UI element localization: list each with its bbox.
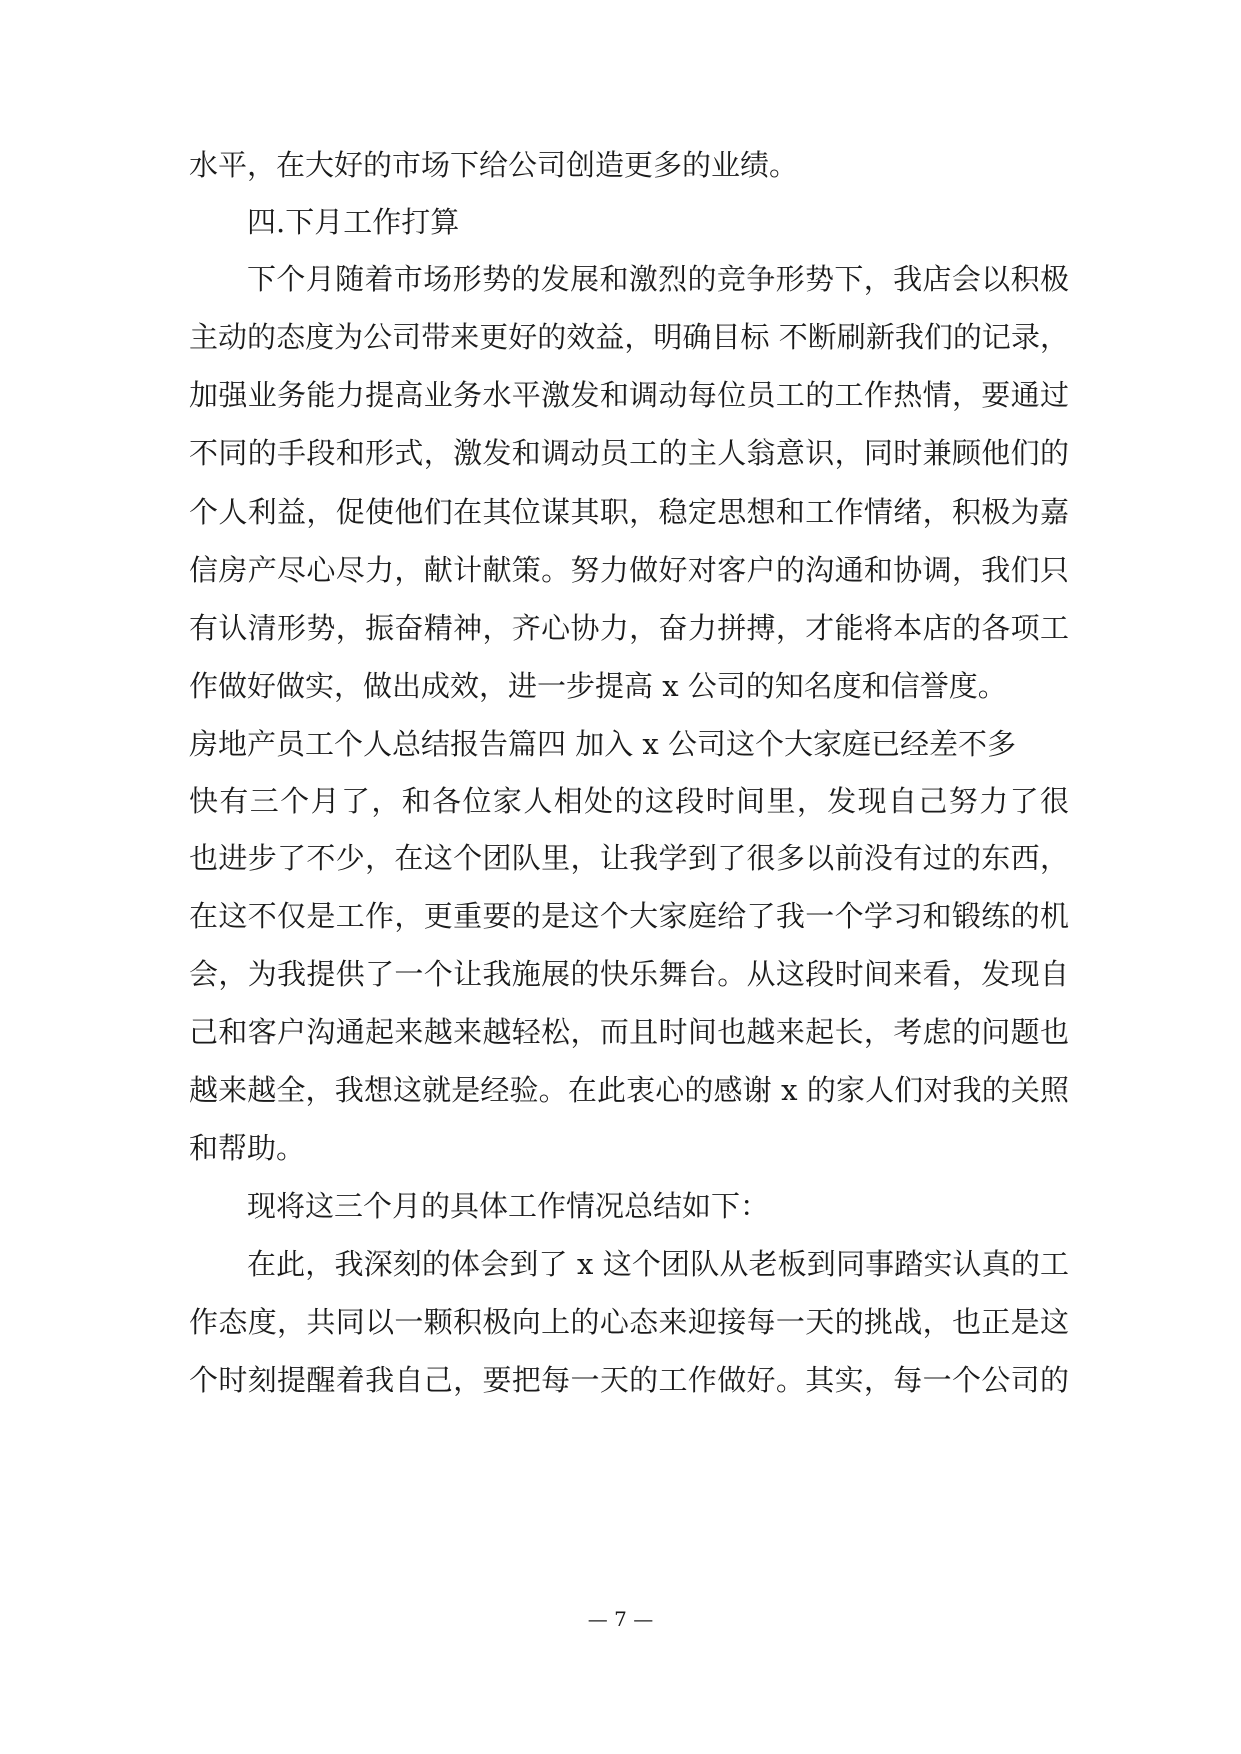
body-text-line: 在这不仅是工作，更重要的是这个大家庭给了我一个学习和锻练的机: [189, 899, 1069, 933]
body-text-line: 快有三个月了，和各位家人相处的这段时间里，发现自己努力了很: [189, 784, 1069, 818]
body-text-line: 作做好做实，做出成效，进一步提高 x 公司的知名度和信誉度。: [189, 669, 1007, 703]
body-text-line: 现将这三个月的具体工作情况总结如下：: [247, 1189, 770, 1223]
body-text-line: 加强业务能力提高业务水平激发和调动每位员工的工作热情，要通过: [189, 378, 1069, 412]
body-text-line: 越来越全，我想这就是经验。在此衷心的感谢 x 的家人们对我的关照: [189, 1073, 1069, 1107]
body-text-line: 作态度，共同以一颗积极向上的心态来迎接每一天的挑战，也正是这: [189, 1305, 1069, 1339]
body-text-line: 信房产尽心尽力，献计献策。努力做好对客户的沟通和协调，我们只: [189, 553, 1069, 587]
body-text-line: 和帮助。: [189, 1131, 306, 1165]
body-text-line: 有认清形势，振奋精神，齐心协力，奋力拼搏，才能将本店的各项工: [189, 611, 1069, 645]
body-text-line: 主动的态度为公司带来更好的效益，明确目标 不断刷新我们的记录，: [189, 320, 1069, 354]
page-number: — 7 —: [587, 1607, 654, 1631]
body-text-line: 个时刻提醒着我自己，要把每一天的工作做好。其实，每一个公司的: [189, 1363, 1069, 1397]
body-text-line: 水平，在大好的市场下给公司创造更多的业绩。: [189, 148, 799, 182]
body-text-line: 下个月随着市场形势的发展和激烈的竞争形势下，我店会以积极: [247, 262, 1069, 296]
body-text-line: 会，为我提供了一个让我施展的快乐舞台。从这段时间来看，发现自: [189, 957, 1069, 991]
article-heading-line: 房地产员工个人总结报告篇四 加入 x 公司这个大家庭已经差不多: [189, 727, 1017, 761]
body-text-line: 在此，我深刻的体会到了 x 这个团队从老板到同事踏实认真的工: [247, 1247, 1069, 1281]
body-text-line: 也进步了不少，在这个团队里，让我学到了很多以前没有过的东西，: [189, 841, 1069, 875]
body-text-line: 不同的手段和形式，激发和调动员工的主人翁意识，同时兼顾他们的: [189, 436, 1069, 470]
body-text-line: 己和客户沟通起来越来越轻松，而且时间也越来起长，考虑的问题也: [189, 1015, 1069, 1049]
body-text-line: 个人利益，促使他们在其位谋其职，稳定思想和工作情绪，积极为嘉: [189, 495, 1069, 529]
section-heading: 四.下月工作打算: [247, 205, 460, 239]
